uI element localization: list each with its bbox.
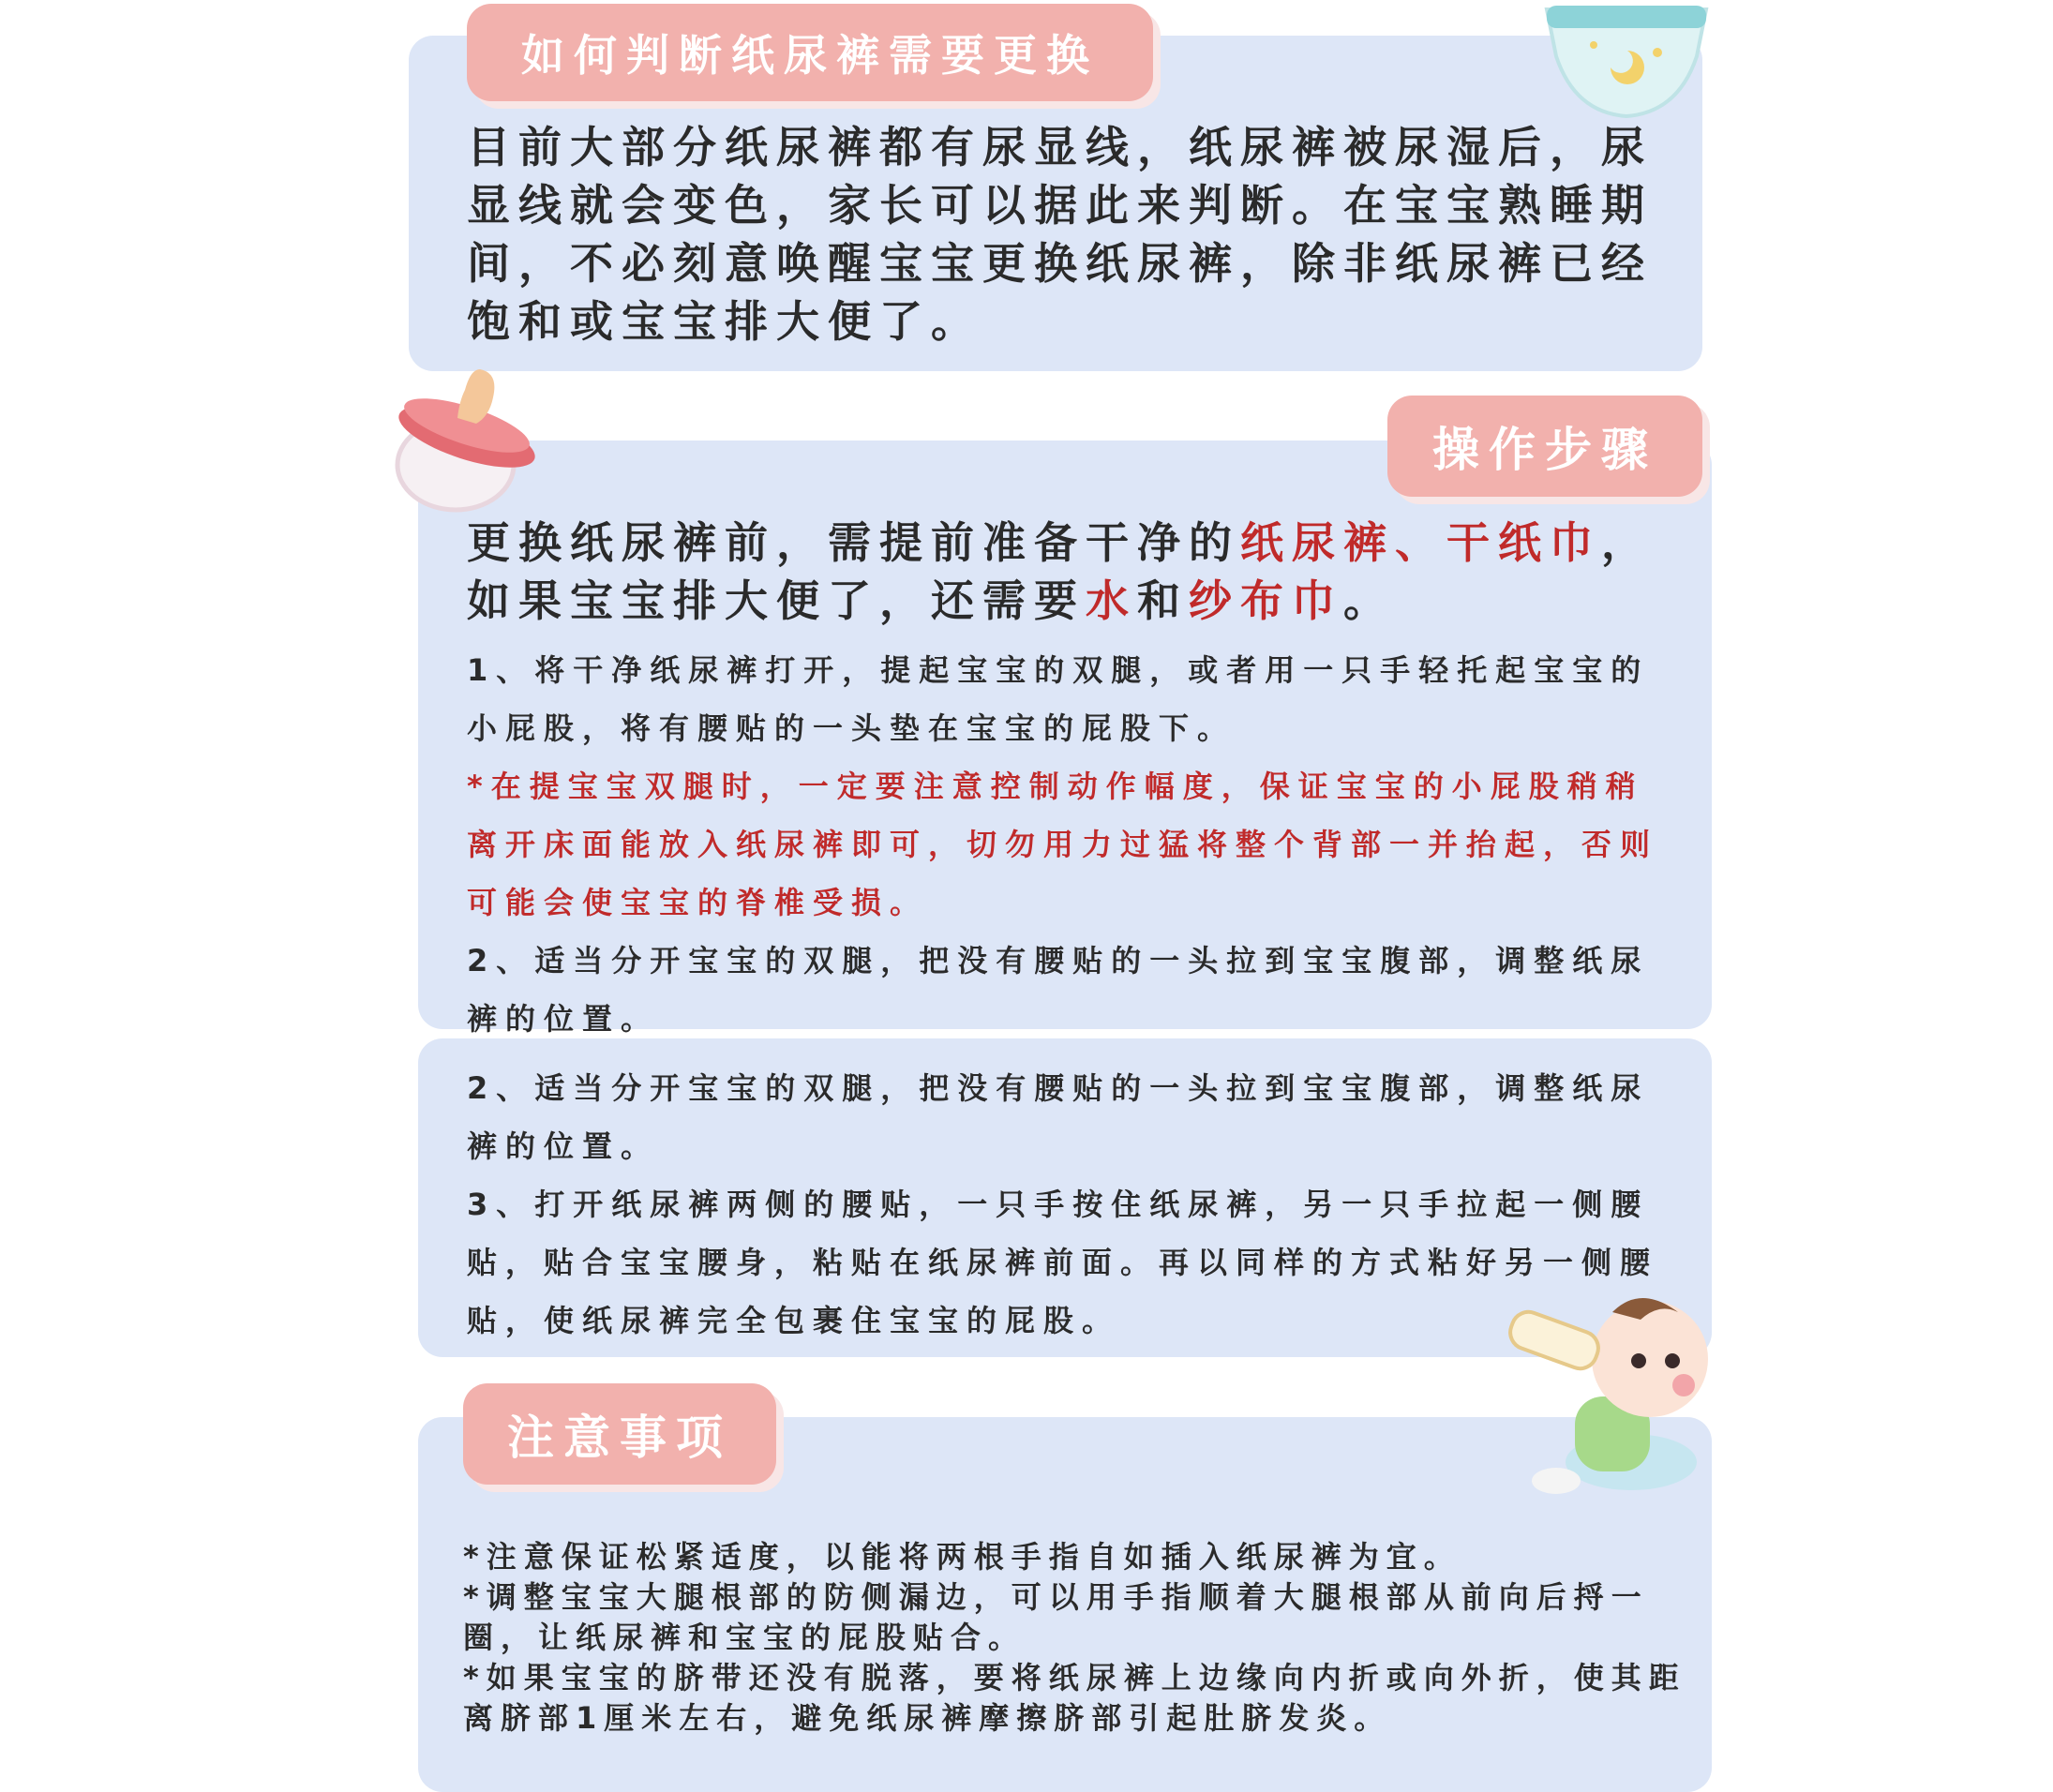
step-1-caution: *在提宝宝双腿时，一定要注意控制动作幅度，保证宝宝的小屁股稍稍离开床面能放入纸尿裤即可，切勿用力过猛将整个背部一并抬起，否则可能会使宝宝的脊椎受损。 xyxy=(467,769,1659,920)
baby-bottle-icon xyxy=(1500,1275,1725,1500)
section-judge-title: 如何判断纸尿裤需要更换 xyxy=(467,4,1153,101)
intro-text-1: 更换纸尿裤前，需提前准备干净的 xyxy=(467,517,1240,568)
section-steps-title: 操作步骤 xyxy=(1387,396,1702,497)
step-2: 2、适当分开宝宝的双腿，把没有腰贴的一头拉到宝宝腹部，调整纸尿裤的位置。 xyxy=(467,943,1650,1037)
intro-highlight-water: 水 xyxy=(1086,575,1137,626)
intro-text-3: 和 xyxy=(1137,575,1189,626)
intro-text-4: 。 xyxy=(1343,575,1395,626)
step-2-repeat: 2、适当分开宝宝的双腿，把没有腰贴的一头拉到宝宝腹部，调整纸尿裤的位置。 xyxy=(467,1070,1650,1164)
section-judge-body: 目前大部分纸尿裤都有尿显线，纸尿裤被尿湿后，尿显线就会变色，家长可以据此来判断。在宝宝熟睡期间，不必刻意唤醒宝宝更换纸尿裤，除非纸尿裤已经饱和或宝宝排大便了。 xyxy=(467,122,1653,347)
diaper-icon xyxy=(1537,0,1716,120)
intro-highlight-diaper-tissue: 纸尿裤、干纸巾 xyxy=(1240,517,1601,568)
step-3: 3、打开纸尿裤两侧的腰贴，一只手按住纸尿裤，另一只手拉起一侧腰贴，贴合宝宝腰身，粘贴在纸尿裤前面。再以同样的方式粘好另一侧腰贴，使纸尿裤完全包裹住宝宝的屁股。 xyxy=(467,1187,1659,1338)
step-1: 1、将干净纸尿裤打开，提起宝宝的双腿，或者用一只手轻托起宝宝的小屁股，将有腰贴的一头垫在宝宝的屁股下。 xyxy=(467,652,1650,746)
steps-intro xyxy=(467,514,1686,630)
notes-list xyxy=(463,1537,1701,1739)
pacifier-icon xyxy=(388,360,547,519)
intro-text-2: ，如果宝宝排大便了，还需要 xyxy=(467,517,1653,626)
intro-highlight-gauze: 纱布巾 xyxy=(1189,575,1343,626)
note-item: *调整宝宝大腿根部的防侧漏边，可以用手指顺着大腿根部从前向后捋一圈，让纸尿裤和宝宝的屁股贴合。 xyxy=(463,1579,1649,1655)
section-notes-title: 注意事项 xyxy=(463,1383,776,1485)
note-item: *如果宝宝的脐带还没有脱落，要将纸尿裤上边缘向内折或向外折，使其距离脐部1厘米左右，避免纸尿裤摩擦脐部引起肚脐发炎。 xyxy=(463,1660,1686,1736)
note-item: *注意保证松紧适度，以能将两根手指自如插入纸尿裤为宜。 xyxy=(463,1539,1461,1575)
